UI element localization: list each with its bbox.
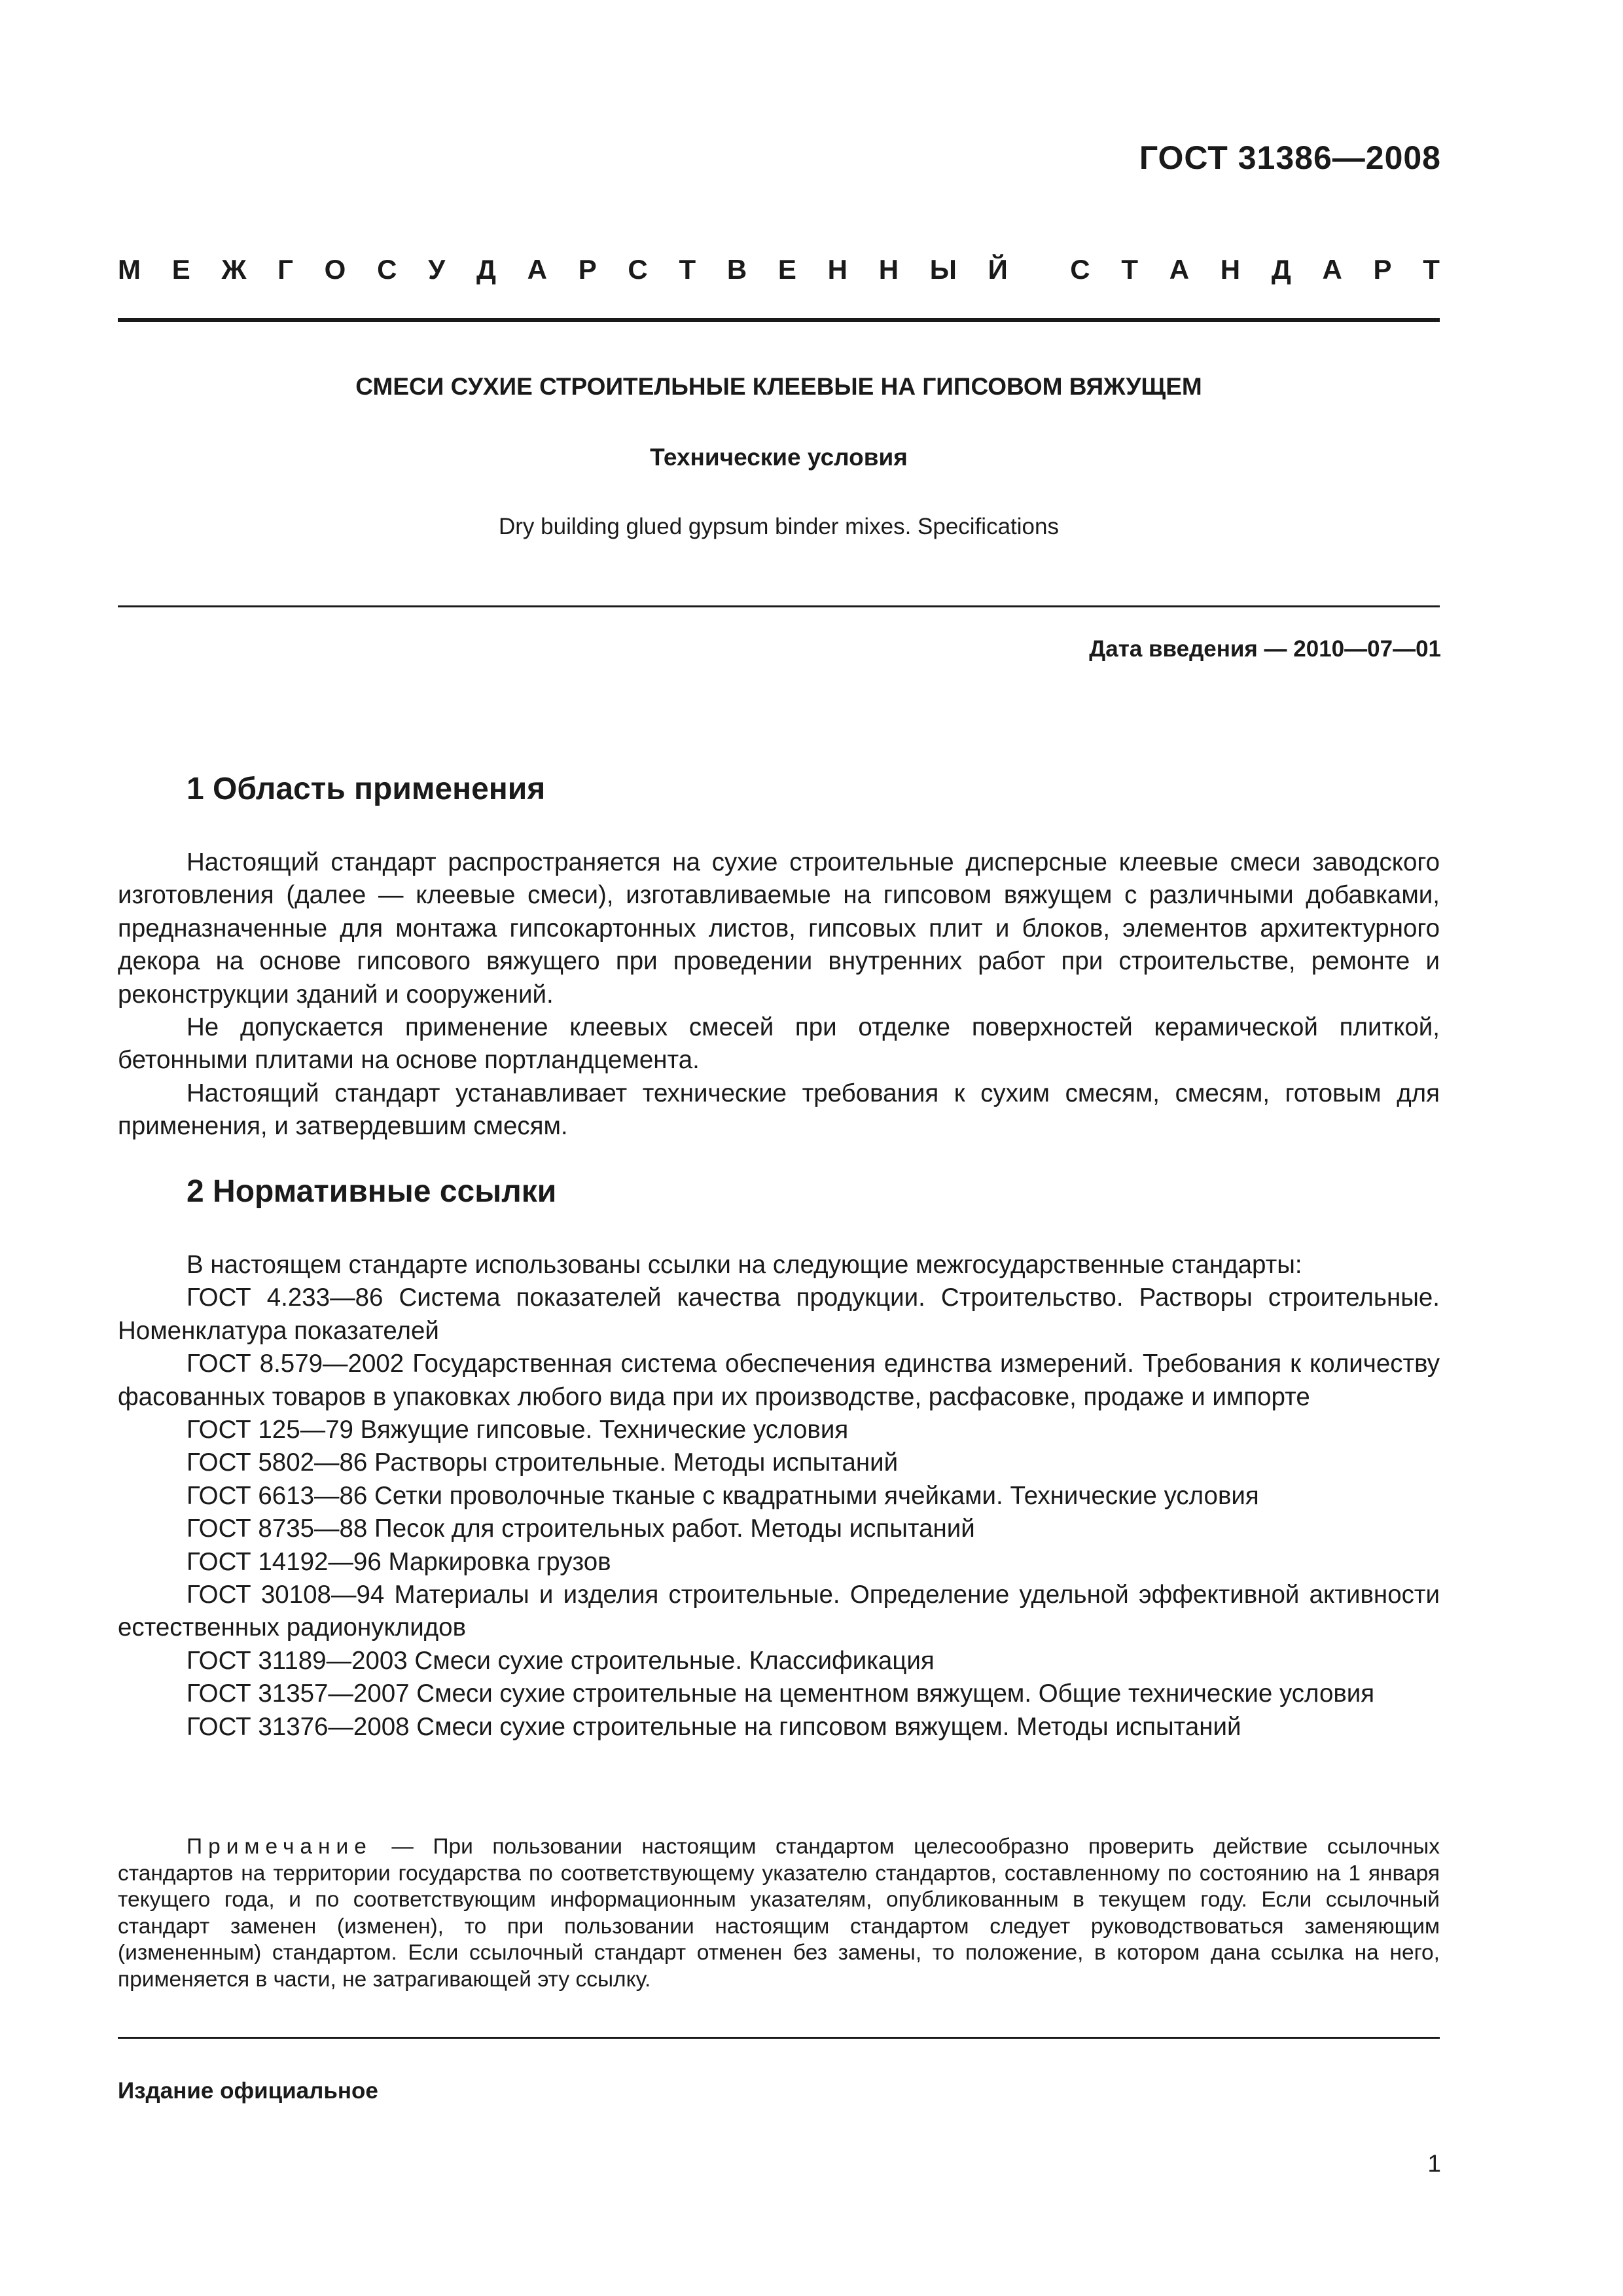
heading-letter: А	[1322, 254, 1342, 285]
paragraph: Не допускается применение клеевых смесей при отделке поверхностей керамической плиткой, бетонными плитами на основе портландцемента.	[118, 1013, 1440, 1075]
heading-letter: Т	[1121, 254, 1138, 285]
paragraph: В настоящем стандарте использованы ссылки на следующие межгосударственные стандарты:	[187, 1251, 1302, 1279]
heading-letter: Г	[277, 254, 293, 285]
document-title: СМЕСИ СУХИЕ СТРОИТЕЛЬНЫЕ КЛЕЕВЫЕ НА ГИПСОВОМ ВЯЖУЩЕМ	[355, 373, 1202, 400]
page-number: 1	[1427, 2150, 1441, 2177]
heading-letter: Н	[878, 254, 899, 285]
heading-letter: У	[428, 254, 446, 285]
reference-item: ГОСТ 5802—86 Растворы строительные. Методы испытаний	[187, 1448, 899, 1477]
section-2-body	[118, 1249, 1440, 1744]
reference-item: ГОСТ 6613—86 Сетки проволочные тканые с квадратными ячейками. Технические условия	[187, 1481, 1259, 1510]
note-text: — При пользовании настоящим стандартом целесообразно проверить действие ссылочных стандартов на территории государства по соответствующему указателю стандартов, составленному по состоянию на 1 января текущего года, и по соответствующим информационным указателям, опубликованным в текущем году. Если ссылочный стандарт заменен (изменен), то при пользовании настоящим стандартом следует руководствоваться заменяющим (измененным) стандартом. Если ссылочный стандарт отменен без замены, то положение, в котором дана ссылка на него, применяется в части, не затрагивающей эту ссылку.	[118, 1835, 1440, 1992]
reference-item: ГОСТ 31376—2008 Смеси сухие строительные на гипсовом вяжущем. Методы испытаний	[187, 1712, 1241, 1741]
document-number: ГОСТ 31386—2008	[1139, 139, 1441, 176]
heading-letter: С	[377, 254, 397, 285]
title-divider	[118, 605, 1440, 607]
reference-item: ГОСТ 4.233—86 Система показателей качества продукции. Строительство. Растворы строительные. Номенклатура показателей	[118, 1283, 1440, 1345]
section-2-heading: 2 Нормативные ссылки	[187, 1174, 557, 1209]
standard-type-heading	[118, 254, 1440, 285]
reference-item: ГОСТ 31357—2007 Смеси сухие строительные на цементном вяжущем. Общие технические условия	[187, 1679, 1375, 1708]
heading-letter: Т	[679, 254, 696, 285]
heading-letter: О	[324, 254, 346, 285]
heading-letter: В	[726, 254, 747, 285]
note	[118, 1834, 1440, 1993]
footer-divider	[118, 2037, 1440, 2039]
document-subtitle: Технические условия	[650, 444, 908, 471]
heading-letter: Р	[578, 254, 597, 285]
heading-letter: Т	[1423, 254, 1440, 285]
document-title-english: Dry building glued gypsum binder mixes. Specifications	[499, 514, 1059, 539]
heading-letter: Д	[476, 254, 496, 285]
heading-letter: Ж	[221, 254, 247, 285]
heading-letter: С	[1070, 254, 1090, 285]
paragraph: Настоящий стандарт устанавливает технические требования к сухим смесям, смесям, готовым для применения, и затвердевшим смесям.	[118, 1079, 1440, 1141]
introduction-date: Дата введения — 2010—07—01	[1089, 636, 1441, 662]
reference-item: ГОСТ 14192—96 Маркировка грузов	[187, 1547, 611, 1576]
heading-letter: Н	[827, 254, 847, 285]
heading-letter: Е	[171, 254, 190, 285]
heading-letter: Н	[1220, 254, 1241, 285]
heading-letter: Д	[1271, 254, 1291, 285]
reference-item: ГОСТ 125—79 Вяжущие гипсовые. Технические условия	[187, 1416, 849, 1444]
section-1-heading: 1 Область применения	[187, 772, 546, 806]
reference-item: ГОСТ 31189—2003 Смеси сухие строительные. Классификация	[187, 1646, 935, 1675]
heading-letter: А	[527, 254, 547, 285]
heading-letter: С	[628, 254, 648, 285]
heading-letter: М	[118, 254, 141, 285]
reference-item: ГОСТ 8.579—2002 Государственная система обеспечения единства измерений. Требования к количеству фасованных товаров в упаковках любого вида при их производстве, расфасовке, продаже и импорте	[118, 1350, 1440, 1411]
section-1-body	[118, 846, 1440, 1143]
header-divider	[118, 318, 1440, 322]
reference-item: ГОСТ 8735—88 Песок для строительных работ. Методы испытаний	[187, 1515, 975, 1543]
heading-letter: Й	[988, 254, 1008, 285]
paragraph: Настоящий стандарт распространяется на сухие строительные дисперсные клеевые смеси заводского изготовления (далее — клеевые смеси), изготавливаемые на гипсовом вяжущем с различными добавками, предназначенные для монтажа гипсокартонных листов, гипсовых плит и блоков, элементов архитектурного декора на основе гипсового вяжущего при проведении внутренних работ при строительстве, ремонте и реконструкции зданий и сооружений.	[118, 848, 1440, 1009]
heading-letter: Р	[1373, 254, 1392, 285]
note-label: Примечание	[187, 1835, 372, 1859]
official-edition-label: Издание официальное	[118, 2078, 378, 2104]
heading-letter: Е	[777, 254, 796, 285]
heading-letter: Ы	[929, 254, 957, 285]
reference-item: ГОСТ 30108—94 Материалы и изделия строительные. Определение удельной эффективной активности естественных радионуклидов	[118, 1581, 1440, 1642]
heading-letter: А	[1169, 254, 1190, 285]
